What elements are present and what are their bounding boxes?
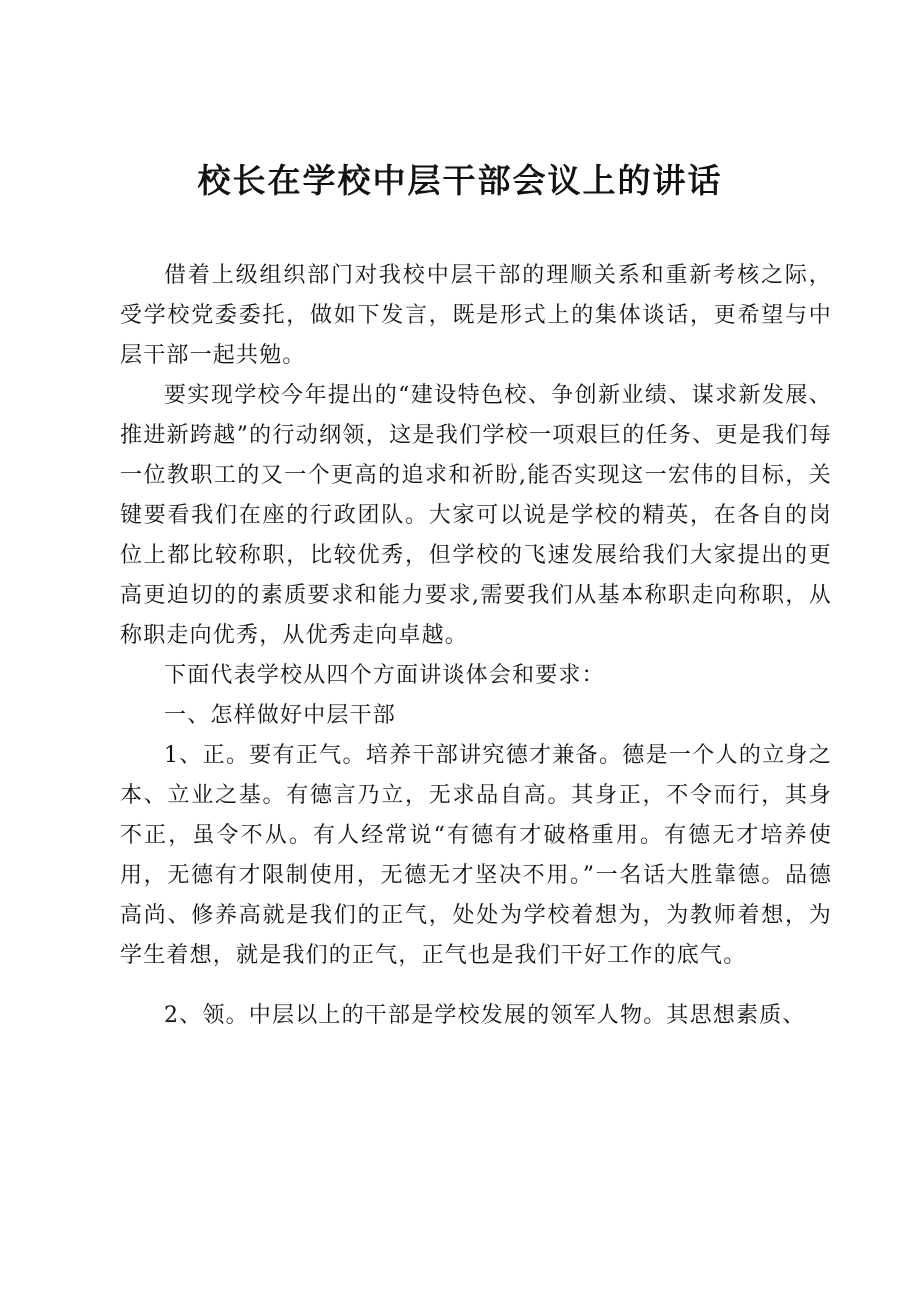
paragraph-point-2: 2、领。中层以上的干部是学校发展的领军人物。其思想素质、: [164, 1003, 806, 1028]
paragraph-point-1: 1、正。要有正气。培养干部讲究德才兼备。德是一个人的立身之本、立业之基。有德言乃立，无求品自高。其身正，不令而行，其身不正，虽令不从。有人经常说“有德有才破格重用。有德无才培养使用，无德有才限制使用，无德无才坚决不用。”一名话大胜靠德。品德高尚、修养高就是我们的正气，处处为学校着想为，为教师着想，为学生着想，就是我们的正气，正气也是我们干好工作的底气。: [120, 743, 832, 968]
paragraph-goals: 要实现学校今年提出的“建设特色校、争创新业绩、谋求新发展、推进新跨越”的行动纲领，这是我们学校一项艰巨的任务、更是我们每一位教职工的又一个更高的追求和祈盼,能否实现这一宏伟的目标，关键要看我们在座的行政团队。大家可以说是学校的精英，在各自的岗位上都比较称职，比较优秀，但学校的飞速发展给我们大家提出的更高更迫切的的素质要求和能力要求,需要我们从基本称职走向称职，从称职走向优秀，从优秀走向卓越。: [120, 383, 832, 648]
section-heading-1: 一、怎样做好中层干部: [164, 703, 397, 728]
document-title: 校长在学校中层干部会议上的讲话: [197, 161, 723, 200]
document-body: [120, 256, 832, 1036]
paragraph-intro: 借着上级组织部门对我校中层干部的理顺关系和重新考核之际，受学校党委委托，做如下发言，既是形式上的集体谈话，更希望与中层干部一起共勉。: [120, 263, 832, 368]
paragraph-overview: 下面代表学校从四个方面讲谈体会和要求：: [164, 663, 605, 688]
